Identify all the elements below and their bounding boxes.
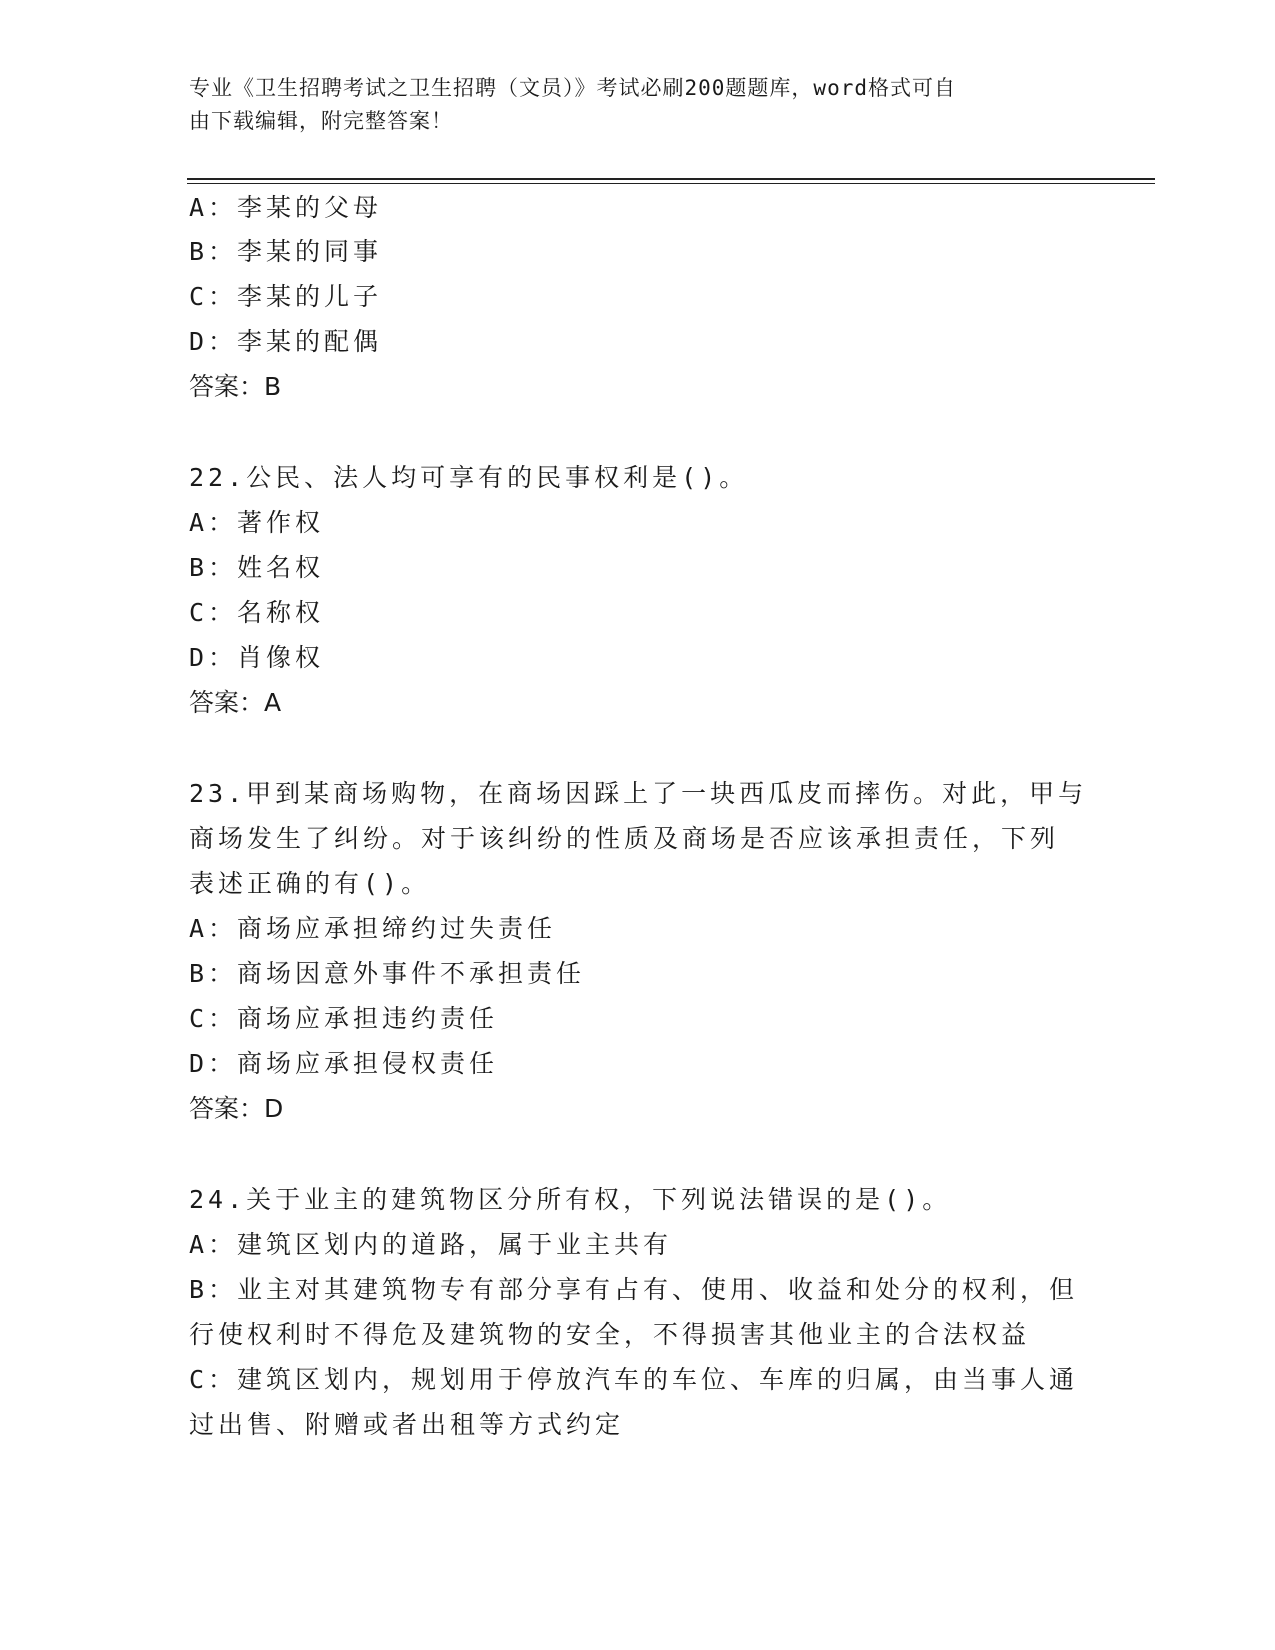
- q24-option-c-line-2: 过出售、附赠或者出租等方式约定: [189, 1410, 625, 1439]
- q21-option-c: C：李某的儿子: [189, 282, 383, 311]
- q24-option-b-line-1: B：业主对其建筑物专有部分享有占有、使用、收益和处分的权利，但: [189, 1275, 1079, 1304]
- q22-stem: 22.公民、法人均可享有的民事权利是()。: [189, 463, 749, 492]
- q22-answer: 答案：A: [189, 688, 282, 717]
- q21-answer: 答案：B: [189, 372, 282, 401]
- q22-option-a: A：著作权: [189, 508, 325, 537]
- q22-option-b: B：姓名权: [189, 553, 325, 582]
- q21-option-a: A：李某的父母: [189, 193, 383, 222]
- q22-option-c: C：名称权: [189, 598, 325, 627]
- q24-option-a: A：建筑区划内的道路，属于业主共有: [189, 1230, 673, 1259]
- q23-option-b: B：商场因意外事件不承担责任: [189, 959, 586, 988]
- q23-stem-line-3: 表述正确的有()。: [189, 869, 431, 898]
- q21-option-d: D：李某的配偶: [189, 327, 383, 356]
- header-line-1: 专业《卫生招聘考试之卫生招聘（文员）》考试必刷200题题库，word格式可自: [189, 76, 956, 100]
- q22-option-d: D：肖像权: [189, 643, 325, 672]
- q23-option-c: C：商场应承担违约责任: [189, 1004, 499, 1033]
- header-divider: [187, 178, 1155, 180]
- header-line-2: 由下载编辑，附完整答案！: [189, 109, 453, 133]
- q24-option-b-line-2: 行使权利时不得危及建筑物的安全，不得损害其他业主的合法权益: [189, 1320, 1031, 1349]
- header-divider-thin: [187, 183, 1155, 184]
- q23-option-d: D：商场应承担侵权责任: [189, 1049, 499, 1078]
- q24-stem: 24.关于业主的建筑物区分所有权，下列说法错误的是()。: [189, 1185, 952, 1214]
- document-header: [189, 72, 1069, 138]
- q23-stem-line-1: 23.甲到某商场购物，在商场因踩上了一块西瓜皮而摔伤。对此，甲与: [189, 779, 1088, 808]
- q23-option-a: A：商场应承担缔约过失责任: [189, 914, 557, 943]
- q21-option-b: B：李某的同事: [189, 237, 383, 266]
- q23-answer: 答案：D: [189, 1094, 284, 1123]
- q23-stem-line-2: 商场发生了纠纷。对于该纠纷的性质及商场是否应该承担责任，下列: [189, 824, 1060, 853]
- q24-option-c-line-1: C：建筑区划内，规划用于停放汽车的车位、车库的归属，由当事人通: [189, 1365, 1079, 1394]
